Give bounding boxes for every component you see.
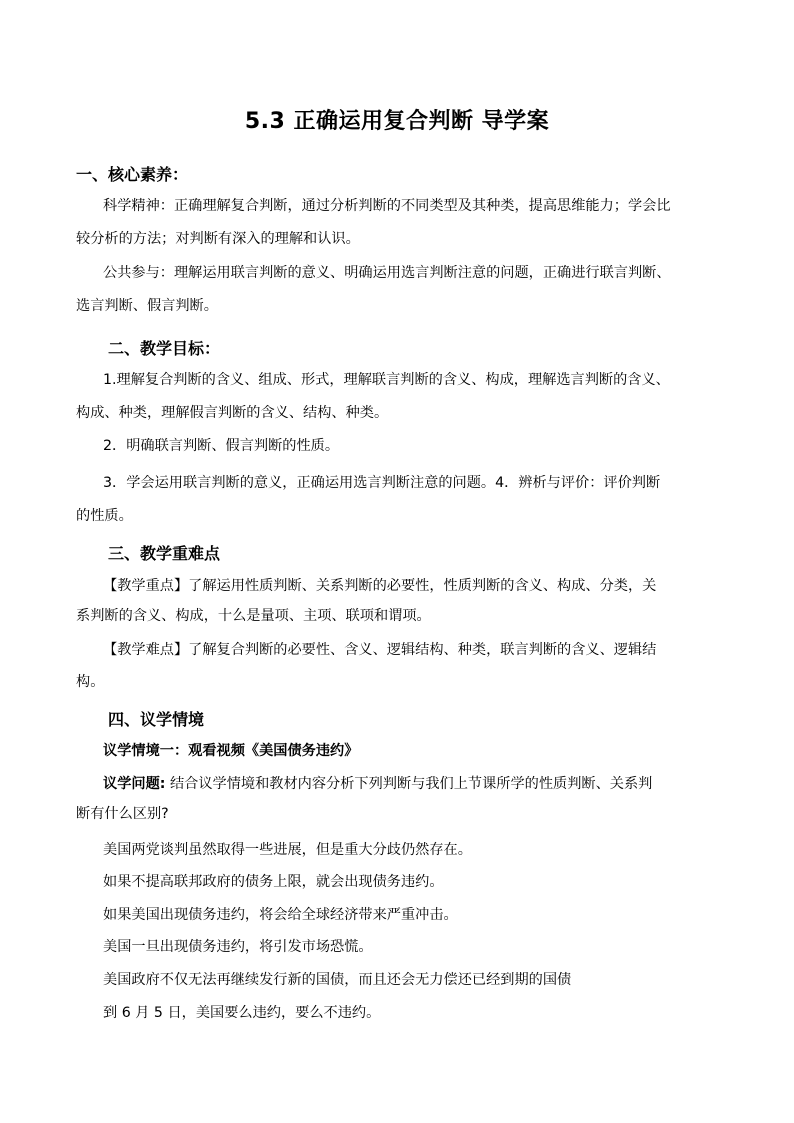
list-item: 3．学会运用联言判断的意义，正确运用选言判断注意的问题。4．辨析与评价：评价判断 <box>103 475 661 491</box>
list-item-continuation: 的性质。 <box>76 508 133 524</box>
list-item-continuation: 构成、种类，理解假言判断的含义、结构、种类。 <box>76 405 389 421</box>
page-title: 5.3 正确运用复合判断 导学案 <box>244 109 550 134</box>
question-line-continuation: 断有什么区别? <box>76 806 169 822</box>
statement: 美国两党谈判虽然取得一些进展，但是重大分歧仍然存在。 <box>103 842 472 858</box>
section-heading-key-difficulties: 三、教学重难点 <box>108 544 221 563</box>
section-heading-teaching-goals: 二、教学目标： <box>108 339 221 358</box>
paragraph-line: 【教学重点】了解运用性质判断、关系判断的必要性，性质判断的含义、构成、分类，关 <box>103 578 657 594</box>
scenario-title: 议学情境一：观看视频《美国债务违约》 <box>103 743 359 759</box>
statement: 如果美国出现债务违约，将会给全球经济带来严重冲击。 <box>103 907 458 923</box>
statement: 美国一旦出现债务违约，将引发市场恐慌。 <box>103 939 373 955</box>
question-label: 议学问题: <box>103 776 166 792</box>
paragraph-line: 构。 <box>76 674 105 690</box>
statement: 如果不提高联邦政府的债务上限，就会出现债务违约。 <box>103 874 444 890</box>
question-line <box>103 774 652 794</box>
section-heading-scenario: 四、议学情境 <box>108 710 205 729</box>
question-text: 结合议学情境和教材内容分析下列判断与我们上节课所学的性质判断、关系判 <box>169 776 653 792</box>
section-heading-core-literacy: 一、核心素养： <box>76 165 189 184</box>
paragraph-line: 较分析的方法；对判断有深入的理解和认识。 <box>76 231 360 247</box>
statement: 美国政府不仅无法再继续发行新的国债，而且还会无力偿还已经到期的国债 <box>103 972 572 988</box>
paragraph-line: 系判断的含义、构成，十么是量项、主项、联项和谓项。 <box>76 608 431 624</box>
list-item: 1.理解复合判断的含义、组成、形式，理解联言判断的含义、构成，理解选言判断的含义、 <box>103 372 670 388</box>
paragraph-line: 公共参与：理解运用联言判断的意义、明确运用选言判断注意的问题，正确进行联言判断、 <box>103 265 671 281</box>
paragraph-line: 选言判断、假言判断。 <box>76 298 218 314</box>
paragraph-line: 科学精神：正确理解复合判断，通过分析判断的不同类型及其种类，提高思维能力；学会比 <box>103 198 671 214</box>
paragraph-line: 【教学难点】了解复合判断的必要性、含义、逻辑结构、种类，联言判断的含义、逻辑结 <box>103 642 657 658</box>
list-item: 2．明确联言判断、假言判断的性质。 <box>103 438 340 454</box>
statement: 到 6 月 5 日，美国要么违约，要么不违约。 <box>103 1005 381 1021</box>
